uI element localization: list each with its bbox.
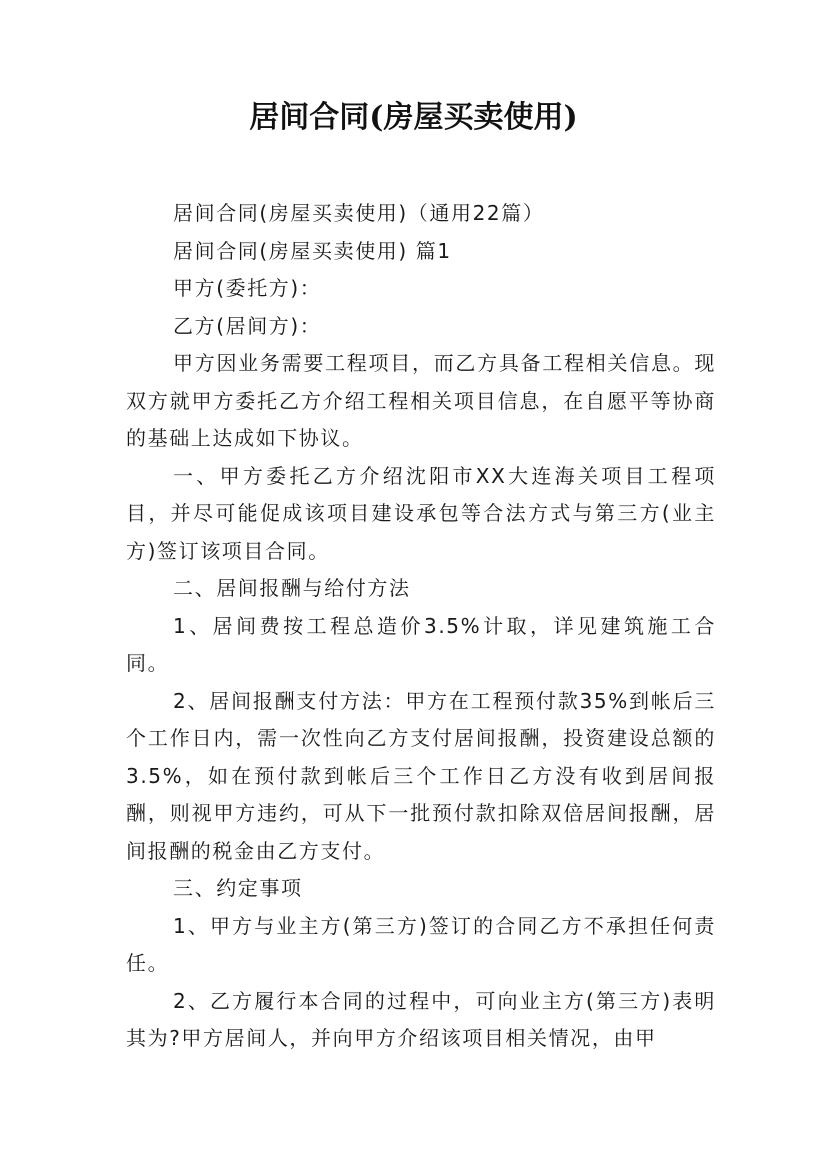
paragraph-section-heading: 居间合同(房屋买卖使用) 篇1 xyxy=(173,238,452,263)
paragraph-clause-2-heading: 二、居间报酬与给付方法 xyxy=(173,576,411,600)
paragraph-clause-2-item-2: 2、居间报酬支付方法：甲方在工程预付款35%到帐后三个工作日内，需一次性向乙方支付居间报酬，投资建设总额的3.5%，如在预付款到帐后三个工作日乙方没有收到居间报酬，则视甲方违约，可从下一批预付款扣除双倍居间报酬，居间报酬的税金由乙方支付。 xyxy=(126,688,716,863)
paragraph-collection-heading: 居间合同(房屋买卖使用)（通用22篇） xyxy=(173,201,545,225)
paragraph-preamble: 甲方因业务需要工程项目，而乙方具备工程相关信息。现双方就甲方委托乙方介绍工程相关项目信息，在自愿平等协商的基础上达成如下协议。 xyxy=(126,351,716,450)
paragraph-party-a: 甲方(委托方)： xyxy=(173,276,322,300)
paragraph-clause-1: 一、甲方委托乙方介绍沈阳市XX大连海关项目工程项目，并尽可能促成该项目建设承包等合法方式与第三方(业主方)签订该项目合同。 xyxy=(126,463,716,563)
paragraph-clause-3-item-1: 1、甲方与业主方(第三方)签订的合同乙方不承担任何责任。 xyxy=(126,913,716,975)
paragraph-clause-2-item-1: 1、居间费按工程总造价3.5%计取，详见建筑施工合同。 xyxy=(126,613,716,675)
paragraph-clause-3-heading: 三、约定事项 xyxy=(173,876,303,900)
paragraph-clause-3-item-2: 2、乙方履行本合同的过程中，可向业主方(第三方)表明其为?甲方居间人，并向甲方介绍该项目相关情况，由甲 xyxy=(126,988,716,1050)
document-body xyxy=(126,195,716,1058)
paragraph-party-b: 乙方(居间方)： xyxy=(173,313,322,338)
document-title: 居间合同(房屋买卖使用) xyxy=(249,100,578,135)
